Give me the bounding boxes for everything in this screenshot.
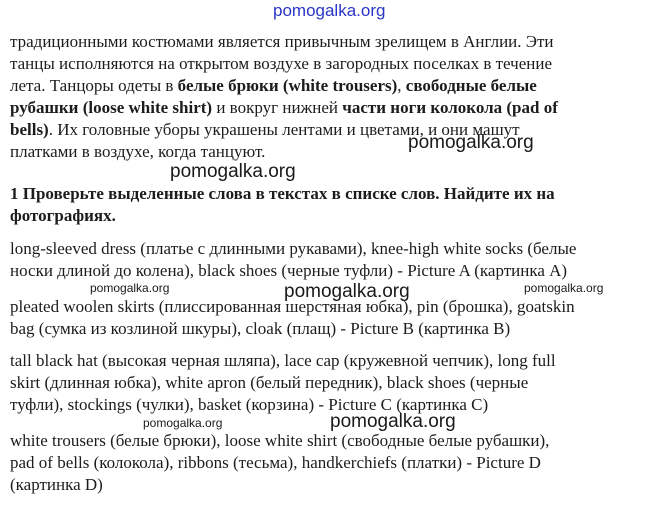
watermark: pomogalka.org bbox=[284, 281, 410, 302]
watermark: pomogalka.org bbox=[524, 281, 604, 295]
intro-line-1: традиционными костюмами является привычным зрелищем в Англии. Эти bbox=[10, 32, 554, 51]
watermark: pomogalka.org bbox=[408, 132, 534, 153]
picture-b-line-2: bag (сумка из козлиной шкуры), cloak (плащ) - Picture B (картинка B) bbox=[10, 319, 511, 338]
intro-text: . Их головные уборы украшены лентами и цветами, и они машут bbox=[48, 120, 520, 139]
picture-c-line-2: skirt (длинная юбка), white apron (белый передник), black shoes (черные bbox=[10, 373, 529, 392]
picture-d-line-2: pad of bells (колокола), ribbons (тесьма), handkerchiefs (платки) - Picture D bbox=[10, 453, 541, 472]
intro-text: , bbox=[397, 76, 406, 95]
watermark: pomogalka.org bbox=[90, 281, 170, 295]
highlighted-term: части ноги колокола (pad of bbox=[342, 98, 558, 117]
watermark: pomogalka.org bbox=[143, 416, 223, 430]
picture-c-line-3: туфли), stockings (чулки), basket (корзина) - Picture C (картинка C) bbox=[10, 395, 489, 414]
intro-line-6: платками в воздухе, когда танцуют. bbox=[10, 142, 266, 161]
highlighted-term: свободные белые bbox=[405, 76, 537, 95]
intro-text: лета. Танцоры одеты в bbox=[10, 76, 178, 95]
picture-d-line-1: white trousers (белые брюки), loose white shirt (свободные белые рубашки), bbox=[10, 431, 550, 450]
watermark-top: pomogalka.org bbox=[273, 1, 386, 20]
picture-a-line-1: long-sleeved dress (платье с длинными рукавами), knee-high white socks (белые bbox=[10, 239, 577, 258]
task-heading-line-2: фотографиях. bbox=[10, 206, 116, 225]
intro-text: и вокруг нижней bbox=[212, 98, 343, 117]
watermark: pomogalka.org bbox=[170, 161, 296, 182]
highlighted-term: bells) bbox=[10, 120, 49, 139]
picture-c-line-1: tall black hat (высокая черная шляпа), lace cap (кружевной чепчик), long full bbox=[10, 351, 556, 370]
picture-b-line-1: pleated woolen skirts (плиссированная шерстяная юбка), pin (брошка), goatskin bbox=[10, 297, 575, 316]
watermark: pomogalka.org bbox=[330, 411, 456, 432]
intro-line-2: танцы исполняются на открытом воздухе в загородных поселках в течение bbox=[10, 54, 552, 73]
highlighted-term: рубашки (loose white shirt) bbox=[10, 98, 213, 117]
highlighted-term: белые брюки (white trousers) bbox=[177, 76, 398, 95]
intro-line-4 bbox=[10, 97, 558, 119]
intro-line-3 bbox=[10, 75, 537, 97]
task-heading-line-1: 1 Проверьте выделенные слова в текстах в списке слов. Найдите их на bbox=[10, 184, 555, 203]
picture-a-line-2: носки длиной до колена), black shoes (черные туфли) - Picture A (картинка А) bbox=[10, 261, 568, 280]
picture-d-line-3: (картинка D) bbox=[10, 475, 103, 494]
